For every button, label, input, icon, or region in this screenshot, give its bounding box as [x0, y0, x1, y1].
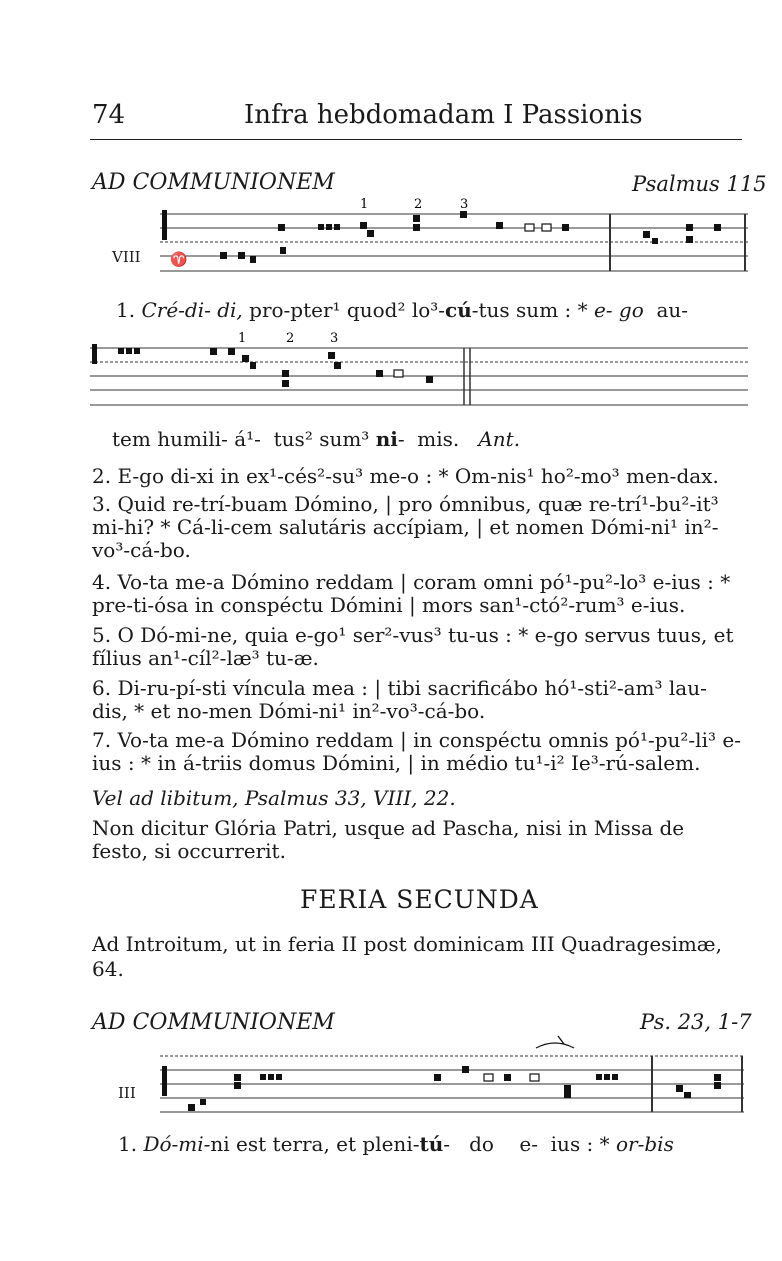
communion-2-mode: III: [118, 1084, 136, 1102]
chant-staff-1: [90, 192, 750, 282]
communion-1-label: AD COMMUNIONEM: [92, 170, 335, 195]
staff-1-number-2: 2: [414, 197, 423, 212]
staff-1-number-3: 3: [460, 197, 469, 212]
verse-1-lyric-line-2: tem humili- á¹- tus² sum³ ni- mis. Ant.: [112, 427, 521, 451]
verse-1-lyric-line-1: 1. Cré-di- di, pro-pter¹ quod² lo³-cú-tus sum : * e- go au-: [116, 298, 689, 322]
svg-text:♈: ♈: [170, 252, 188, 268]
verse-5: 5. O Dó-mi-ne, quia e-go¹ ser²-vus³ tu-us : * e-go servus tuus, et fílius an¹-cíl²-læ³ tu-æ.: [92, 623, 734, 670]
rubric-non-dicitur: Non dicitur Glória Patri, usque ad Pascha, nisi in Missa de festo, si occurrerit.: [92, 816, 685, 863]
feria-secunda-title: FERIA SECUNDA: [300, 885, 539, 914]
running-head: [92, 100, 643, 130]
communion-2-psalm-ref: Ps. 23, 1-7: [640, 1010, 752, 1034]
feria-secunda-introit: Ad Introitum, ut in feria II post dominicam III Quadragesimæ, 64.: [92, 932, 722, 981]
page-number: 74: [92, 100, 126, 130]
verse-4: 4. Vo-ta me-a Dómino reddam | coram omni pó¹-pu²-lo³ e-ius : * pre-ti-ósa in conspéctu Dómini | mors san¹-ctó²-rum³ e-ius.: [92, 570, 731, 617]
page-header-title: Infra hebdomadam I Passionis: [244, 100, 643, 130]
staff-2-number-2: 2: [286, 331, 295, 346]
communion-2-label: AD COMMUNIONEM: [92, 1010, 335, 1035]
rubric-vel-ad-libitum: Vel ad libitum, Psalmus 33, VIII, 22.: [92, 786, 456, 810]
verse-7: 7. Vo-ta me-a Dómino reddam | in conspéctu omnis pó¹-pu²-li³ e-ius : * in á-triis domus Dómini, | in médio tu¹-i² Ie³-rú-salem.: [92, 728, 741, 775]
staff-2-number-3: 3: [330, 331, 339, 346]
chant-staff-3: [90, 1030, 750, 1120]
header-rule: [90, 139, 742, 140]
verse-6: 6. Di-ru-pí-sti víncula mea : | tibi sacrificábo hó¹-sti²-am³ lau-dis, * et no-men Dómi-ni¹ in²-vo³-cá-bo.: [92, 676, 707, 723]
verse-2: 2. E-go di-xi in ex¹-cés²-su³ me-o : * Om-nis¹ ho²-mo³ men-dax.: [92, 464, 719, 488]
communion-2-lyric: 1. Dó-mi-ni est terra, et pleni-tú- do e- ius : * or-bis: [118, 1132, 674, 1156]
communion-1-mode: VIII: [112, 248, 141, 266]
chant-staff-2: [90, 326, 750, 416]
staff-1-number-1: 1: [360, 197, 369, 212]
communion-1-psalm-ref: Psalmus 115: [632, 172, 767, 196]
staff-2-number-1: 1: [238, 331, 247, 346]
verse-3: 3. Quid re-trí-buam Dómino, | pro ómnibus, quæ re-trí¹-bu²-it³ mi-hi? * Cá-li-cem salutáris accípiam, | et nomen Dómi-ni¹ in²-vo³-cá-bo.: [92, 492, 719, 562]
